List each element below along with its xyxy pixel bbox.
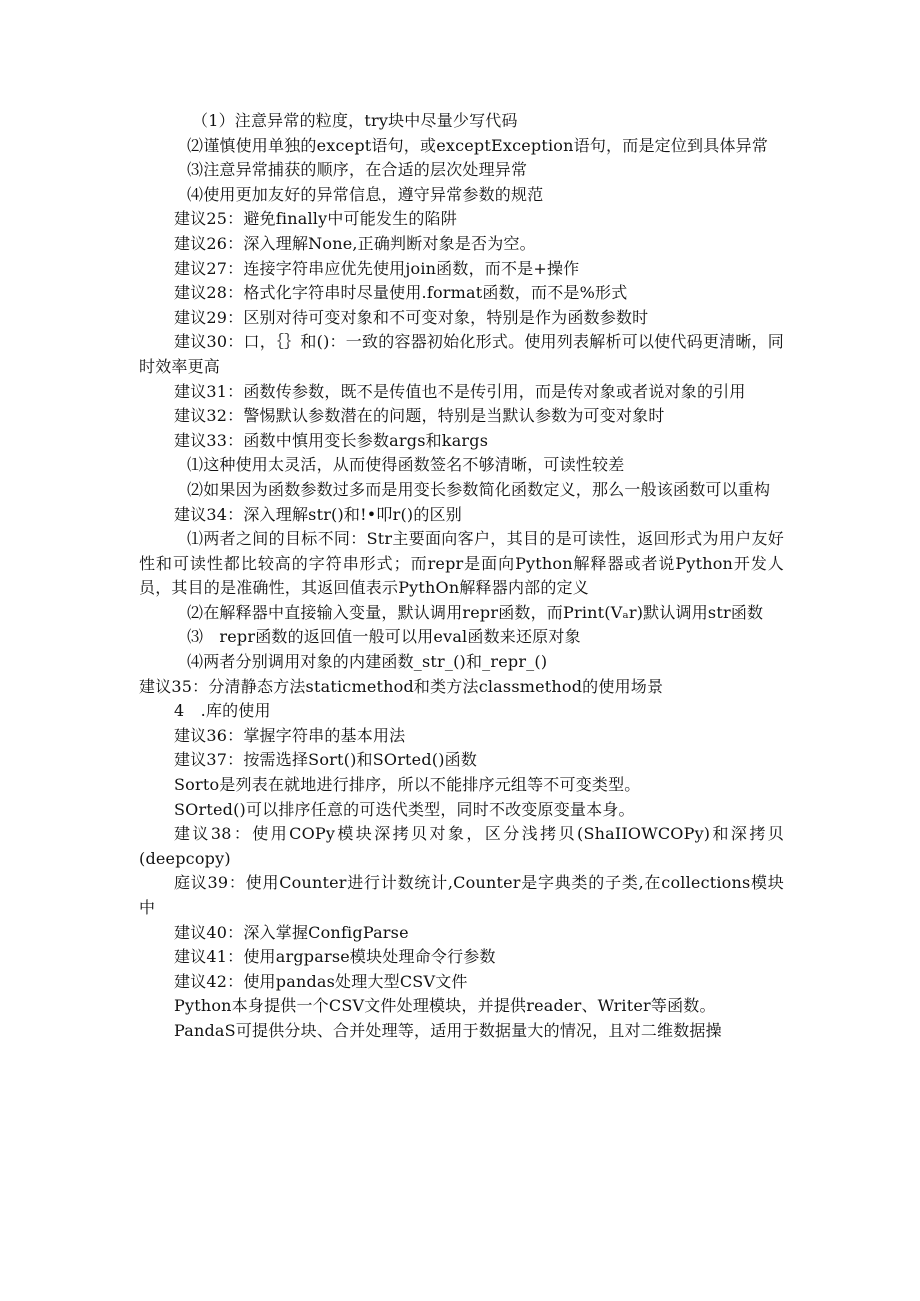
paragraph: 建议26：深入理解None,正确判断对象是否为空。 (174, 233, 536, 253)
paragraph: ⑵谨慎使用单独的except语句，或exceptException语句，而是定位到具体异常 (187, 135, 769, 155)
paragraph: 建议34：深入理解str()和!•叩r()的区别 (174, 504, 462, 524)
paragraph: 建议41：使用argparse模块处理命令行参数 (174, 947, 496, 967)
paragraph: Python本身提供一个CSV文件处理模块，并提供reader、Writer等函数。 (174, 996, 716, 1016)
paragraph: 建议36：掌握字符串的基本用法 (174, 725, 406, 745)
paragraph: ⑷使用更加友好的异常信息，遵守异常参数的规范 (187, 184, 544, 204)
paragraph: 建议35：分清静态方法staticmethod和类方法classmethod的使用场景 (139, 676, 664, 696)
section-heading: 4 .库的使用 (174, 701, 271, 721)
paragraph: （1）注意异常的粒度，try块中尽量少写代码 (192, 111, 518, 130)
paragraph: 庭议39：使用Counter进行计数统计,Counter是字典类的子类,在collections模块中 (139, 873, 784, 917)
paragraph: ⑴两者之间的目标不同：Str主要面向客户，其目的是可读性，返回形式为用户友好性和可读性都比较高的字符串形式；而repr是面向Python解释器或者说Python开发人员，其目的是准确性，其返回值表示PythOn解释器内部的定义 (139, 529, 784, 598)
paragraph: 建议27：连接字符串应优先使用join函数，而不是+操作 (174, 258, 580, 278)
paragraph: PandaS可提供分块、合并处理等，适用于数据量大的情况，且对二维数据操 (174, 1020, 722, 1040)
paragraph: 建议25：避免finally中可能发生的陷阱 (174, 209, 457, 229)
paragraph: 建议42：使用pandas处理大型CSV文件 (174, 971, 468, 991)
paragraph: ⑵如果因为函数参数过多而是用变长参数简化函数定义，那么一般该函数可以重构 (187, 479, 771, 499)
paragraph: Sorto是列表在就地进行排序，所以不能排序元组等不可变类型。 (174, 775, 641, 795)
paragraph: 建议30：口，｛｝和()：一致的容器初始化形式。使用列表解析可以使代码更清晰，同时效率更高 (139, 332, 784, 376)
paragraph: ⑷两者分别调用对象的内建函数_str_()和_repr_() (187, 652, 548, 672)
paragraph: ⑵在解释器中直接输入变量，默认调用repr函数，而Print(Vₐr)默认调用str函数 (187, 602, 764, 622)
paragraph: ⑶ repr函数的返回值一般可以用eval函数来还原对象 (187, 627, 581, 647)
paragraph: 建议31：函数传参数，既不是传值也不是传引用，而是传对象或者说对象的引用 (174, 381, 746, 401)
paragraph: ⑶注意异常捕获的顺序，在合适的层次处理异常 (187, 160, 528, 180)
paragraph: 建议40：深入掌握ConfigParse (174, 922, 409, 942)
paragraph: ⑴这种使用太灵活，从而使得函数签名不够清晰，可读性较差 (187, 455, 625, 475)
paragraph: 建议28：格式化字符串时尽量使用.format函数，而不是%形式 (174, 283, 628, 303)
paragraph: 建议33：函数中慎用变长参数args和kargs (174, 430, 489, 450)
paragraph: 建议29：区别对待可变对象和不可变对象，特别是作为函数参数时 (174, 307, 649, 327)
paragraph: 建议38：使用COPy模块深拷贝对象，区分浅拷贝(ShaIIOWCOPy)和深拷贝(deepcopy) (139, 824, 784, 868)
paragraph: SOrted()可以排序任意的可迭代类型，同时不改变原变量本身。 (174, 799, 635, 819)
paragraph: 建议37：按需选择Sort()和SOrted()函数 (174, 750, 478, 770)
paragraph: 建议32：警惕默认参数潜在的问题，特别是当默认参数为可变对象时 (174, 406, 665, 426)
document-body (139, 109, 784, 1044)
